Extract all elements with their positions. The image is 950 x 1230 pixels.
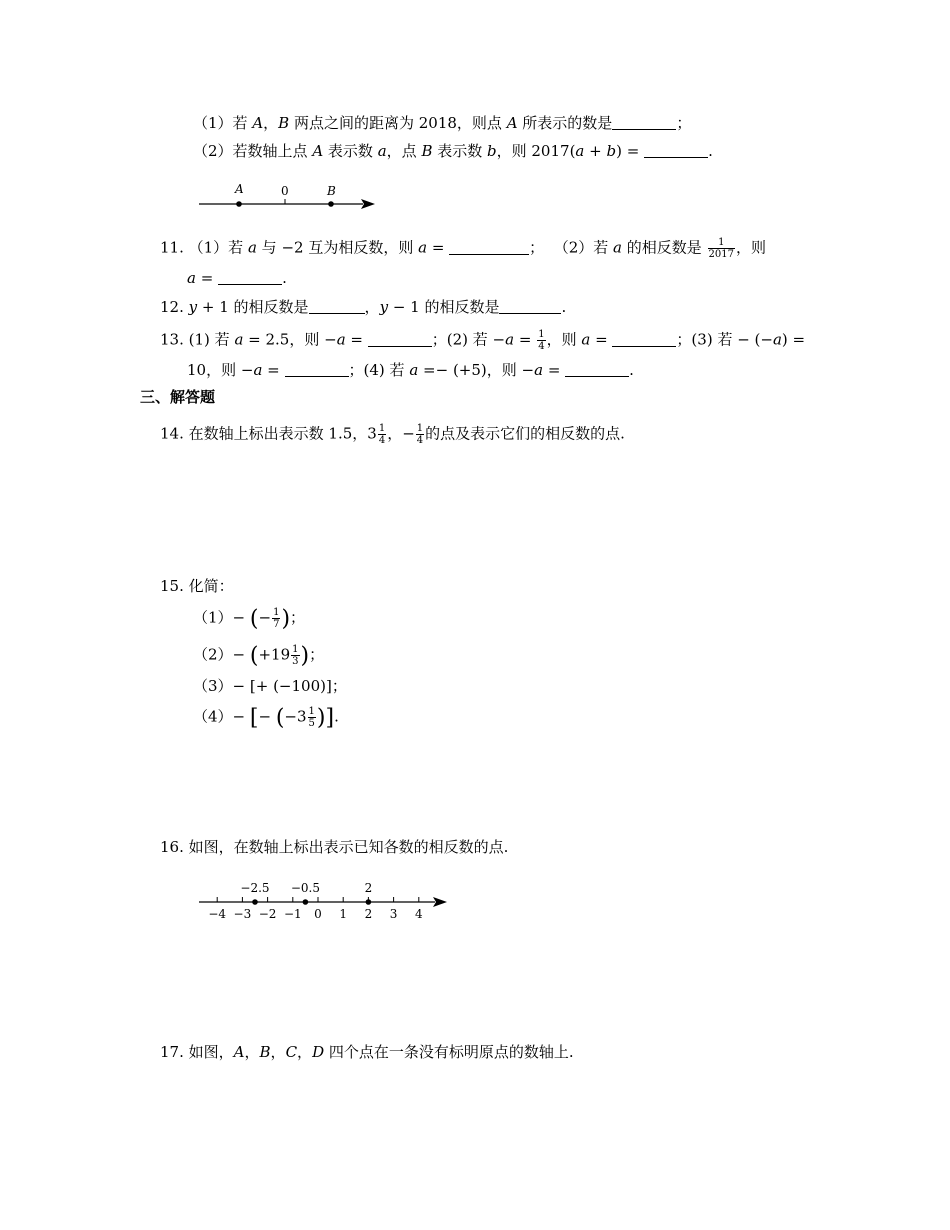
answer-blank[interactable]: [449, 240, 529, 255]
tick-label: 0: [314, 907, 322, 921]
q16: 16. 如图，在数轴上标出表示已知各数的相反数的点.: [160, 838, 509, 856]
tick-label: −1: [283, 907, 302, 921]
point-label: −0.5: [290, 881, 320, 895]
q13-line1: 13. (1) 若 a = 2.5，则 −a = ；(2) 若 −a = $\frac{1}{4}$ ，则 a = ；(3) 若 − (−a) =: [160, 329, 806, 352]
q15-title: 15. 化简：: [160, 577, 234, 595]
q12: 12. y + 1 的相反数是 ，y − 1 的相反数是 .: [160, 298, 567, 316]
q14: 14. 在数轴上标出表示数 1.5，3 $\frac{1}{4}$ ，− $\frac{1}{4}$ 的点及表示它们的相反数的点.: [160, 423, 625, 446]
question-number: 12.: [160, 298, 184, 316]
q10-number-line-figure: [195, 178, 380, 214]
question-number: 13.: [160, 330, 184, 349]
answer-blank[interactable]: [644, 143, 708, 158]
fraction: $\frac{1}{4}$: [538, 329, 545, 352]
q11-line1: 11. （1）若 a 与 −2 互为相反数，则 a = ； （2）若 a 的相反数是 $\frac{1}{2017}$ ，则: [160, 237, 766, 260]
tick-label: 2: [364, 907, 373, 921]
fraction: $\frac{1}{5}$: [308, 706, 315, 729]
fraction: $\frac{1}{4}$: [378, 423, 386, 446]
question-number: 16.: [160, 838, 184, 856]
question-number: 14.: [160, 424, 184, 443]
q15-item1: （1）− (− $\frac{1}{7}$ )；: [193, 606, 306, 632]
q15-item2: （2）− (+19 $\frac{1}{3}$ )；: [193, 643, 325, 669]
axis-arrow: [361, 199, 375, 209]
q15-item3: （3）− [+ (−100)]；: [193, 677, 347, 695]
given-point: [252, 899, 258, 905]
answer-blank[interactable]: [368, 332, 432, 347]
point-a: [236, 201, 242, 207]
q17: 17. 如图，A，B，C，D 四个点在一条没有标明原点的数轴上.: [160, 1043, 574, 1061]
answer-blank[interactable]: [565, 362, 629, 377]
tick-label: 3: [389, 907, 398, 921]
fraction: $\frac{1}{4}$: [416, 423, 424, 446]
point-b: [328, 201, 334, 207]
answer-blank[interactable]: [612, 115, 676, 130]
fraction: $\frac{1}{2017}$: [708, 237, 734, 260]
q10-part1: （1）若 A，B 两点之间的距离为 2018，则点 A 所表示的数是 ；: [193, 114, 692, 132]
answer-blank[interactable]: [499, 299, 561, 314]
fraction: $\frac{1}{3}$: [292, 644, 299, 667]
q11-line2: a = .: [187, 269, 287, 287]
point-b-label: B: [327, 184, 336, 198]
tick-label: −3: [233, 907, 252, 921]
answer-blank[interactable]: [309, 299, 365, 314]
question-number: 11.: [160, 238, 184, 257]
axis-arrow: [433, 897, 447, 907]
q16-number-line-figure: [195, 874, 455, 924]
point-a-label: A: [235, 182, 244, 196]
tick-label: 1: [339, 907, 348, 921]
question-number: 15.: [160, 577, 184, 595]
q15-item4: （4）− [− (−3 $\frac{1}{5}$ )].: [193, 705, 339, 731]
point-label: 2: [364, 881, 373, 895]
fraction: $\frac{1}{7}$: [273, 607, 280, 630]
answer-blank[interactable]: [612, 332, 676, 347]
origin-label: 0: [281, 184, 289, 198]
tick-label: 4: [414, 907, 423, 921]
q10-part2: （2）若数轴上点 A 表示数 a，点 B 表示数 b，则 2017(a + b) = .: [193, 142, 713, 160]
answer-blank[interactable]: [285, 362, 349, 377]
given-point: [303, 899, 309, 905]
point-label: −2.5: [240, 881, 270, 895]
given-point: [366, 899, 372, 905]
tick-label: −4: [208, 907, 227, 921]
section-heading: 三、解答题: [140, 388, 216, 406]
tick-label: −2: [258, 907, 277, 921]
question-number: 17.: [160, 1043, 184, 1061]
answer-blank[interactable]: [218, 270, 282, 285]
q13-line2: 10，则 −a = ；(4) 若 a =− (+5)，则 −a = .: [187, 361, 634, 379]
